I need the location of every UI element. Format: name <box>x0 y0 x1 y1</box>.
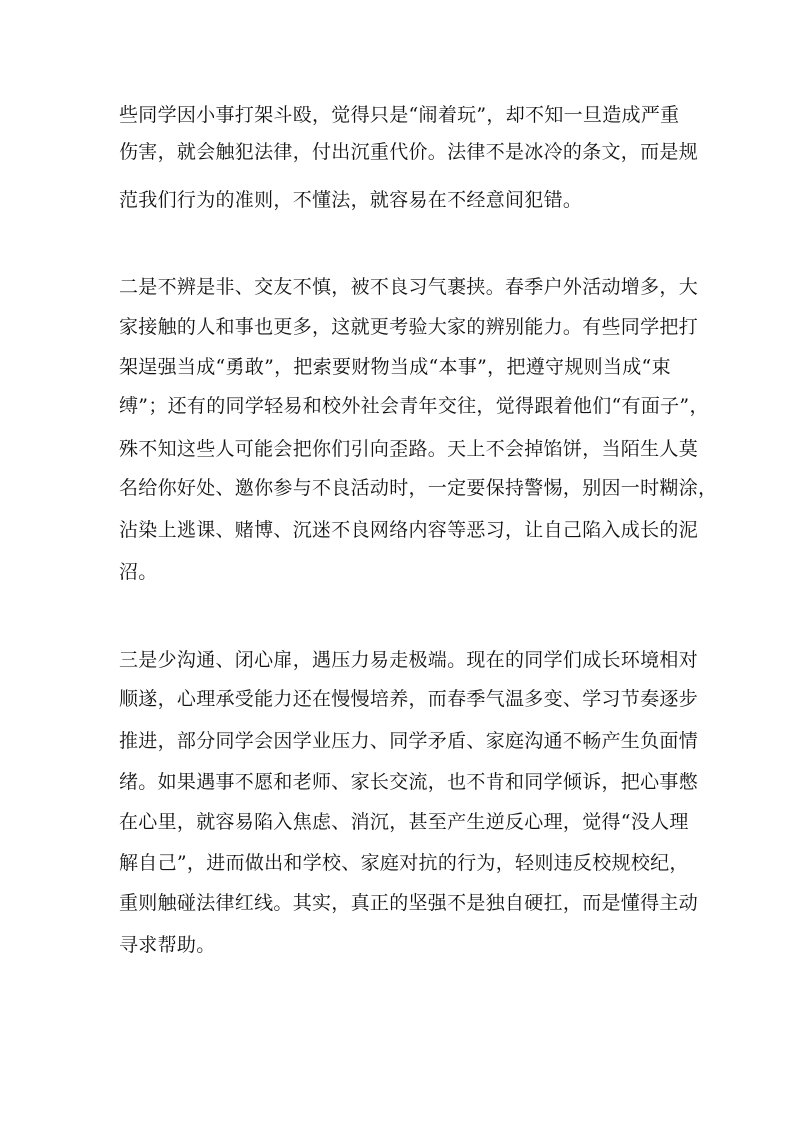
text-line: 顺遂，心理承受能力还在慢慢培养，而春季气温多变、学习节奏逐步 <box>119 688 699 710</box>
text-line: 寻求帮助。 <box>119 934 216 956</box>
text-line: 沼。 <box>119 561 158 583</box>
text-line: 缚”；还有的同学轻易和校外社会青年交往，觉得跟着他们“有面子”， <box>119 395 709 417</box>
text-line: 解自己”，进而做出和学校、家庭对抗的行为，轻则违反校规校纪， <box>119 852 689 874</box>
text-line: 推进，部分同学会因学业压力、同学矛盾、家庭沟通不畅产生负面情 <box>119 730 699 752</box>
text-line: 绪。如果遇事不愿和老师、家长交流，也不肯和同学倾诉，把心事憋 <box>119 771 699 793</box>
text-line: 些同学因小事打架斗殴，觉得只是“闹着玩”，却不知一旦造成严重 <box>119 104 680 126</box>
text-line: 在心里，就容易陷入焦虑、消沉，甚至产生逆反心理，觉得“没人理 <box>119 811 689 833</box>
text-line: 重则触碰法律红线。其实，真正的坚强不是独自硬扛，而是懂得主动 <box>119 892 699 914</box>
text-line: 殊不知这些人可能会把你们引向歪路。天上不会掉馅饼，当陌生人莫 <box>119 438 699 460</box>
text-line: 家接触的人和事也更多，这就更考验大家的辨别能力。有些同学把打 <box>119 316 699 338</box>
text-line: 三是少沟通、闭心扉，遇压力易走极端。现在的同学们成长环境相对 <box>119 649 699 671</box>
text-line: 沾染上逃课、赌博、沉迷不良网络内容等恶习，让自己陷入成长的泥 <box>119 519 699 541</box>
text-line: 名给你好处、邀你参与不良活动时，一定要保持警惕，别因一时糊涂， <box>119 477 718 499</box>
text-line: 伤害，就会触犯法律，付出沉重代价。法律不是冰冷的条文，而是规 <box>119 141 699 163</box>
text-line: 范我们行为的准则，不懂法，就容易在不经意间犯错。 <box>119 189 583 211</box>
text-line: 架逞强当成“勇敢”，把索要财物当成“本事”，把遵守规则当成“束 <box>119 356 671 378</box>
text-line: 二是不辨是非、交友不慎，被不良习气裹挟。春季户外活动增多，大 <box>119 276 699 298</box>
